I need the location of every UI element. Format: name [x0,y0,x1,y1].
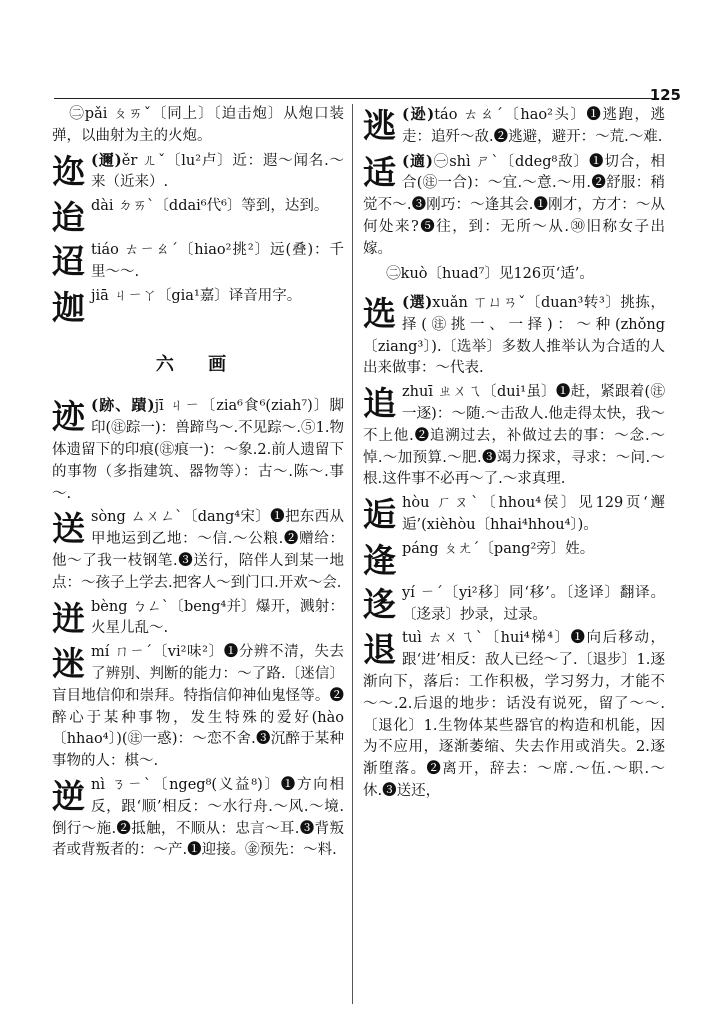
headword: 逆 [52,776,85,816]
dictionary-entry [52,196,344,238]
entry-definition: mí ㄇㄧˊ〔vi²味²〕❶分辨不清，失去了辨别、判断的能力：～了路.〔迷信〕盲目地信仰和崇拜。特指信仰神仙鬼怪等。❷醉心于某种事物，发生特殊的爱好(hào〔hhao⁴〕)(㊟一惑)：～恋不舍.❸沉醉于某种事物的人：棋～. [52,644,344,770]
dictionary-entry [52,395,344,505]
entry-definition: jiā ㄐㄧㄚ〔gia¹嘉〕译音用字。 [91,287,302,304]
entry-definition: nì ㄋㄧˋ〔ngeg⁸(义益⁸)〕❶方向相反，跟‘顺’相反：～水行舟.～风.～境.倒行～施.❷抵触，不顺从：忠言～耳.❸背叛者或背叛者的：～产.❶迎接。㊎预先：～料. [52,776,344,859]
headword: 迦 [52,287,85,327]
dictionary-entry [52,597,344,641]
entry-definition: tuì ㄊㄨㄟˋ〔hui⁴梯⁴〕❶向后移动，跟‘进’相反：敌人已经～了.〔退步〕1.逐渐向下，落后：工作积极，学习努力，才能不～～.2.后退的地步：话没有说死，留了～～.〔退化〕1.生物体某些器官的构造和机能，因为不应用，逐渐萎缩、失去作用或消失。2.逐渐堕落。❷离开，辞去：～席.～伍.～职.～休.❸送还， [363,630,665,800]
headword: 迷 [52,644,85,684]
variant-form: (選) [402,293,433,312]
entry-definition: tiáo ㄊㄧㄠˊ〔hiao²挑²〕远(叠)：千里～～. [91,242,344,280]
entry-definition: táo ㄊㄠˊ〔hao²头〕❶逃跑，逃走：追歼～敌.❷逃避，避开：～荒.～难. [402,106,665,145]
dictionary-entry [52,286,344,328]
entry-definition: zhuī ㄓㄨㄟ〔dui¹虽〕❶赶，紧跟着(㊟一逐)：～随.～击敌人.他走得太快，我～不上他.❷追溯过去，补做过去的事：～念.～悼.～加预算.～肥.❸竭力探求，寻求：～问.～根.这件事不必再～了.～求真理. [363,384,665,488]
dictionary-entry [363,382,665,491]
headword: 迩 [52,151,85,191]
headword: 逄 [363,540,396,580]
dictionary-entry [363,151,665,261]
headword: 追 [363,384,396,424]
variant-form: (跡、蹟) [91,396,155,415]
headword: 迨 [52,198,85,238]
headword: 迻 [363,584,396,624]
dictionary-entry [363,493,665,537]
dictionary-entry [363,539,665,581]
sub-entry: ㊁kuò〔huad⁷〕见126页‘适’。 [386,266,594,283]
dictionary-entry [52,642,344,773]
dictionary-entry [52,775,344,862]
section-title: 六 画 [155,353,241,375]
entry-definition: dài ㄉㄞˋ〔ddai⁶代⁶〕等到，达到。 [91,198,329,215]
headword: 逅 [363,495,396,535]
dictionary-entry [52,507,344,594]
dictionary-entry [363,292,665,380]
dictionary-entry [363,104,665,149]
dictionary-entry [52,240,344,284]
headword: 迸 [52,598,85,638]
headword: 逃 [363,106,396,145]
variant-form: (適) [402,151,433,170]
entry-definition: sòng ㄙㄨㄥˋ〔dang⁴宋〕❶把东西从甲地运到乙地：～信.～公粮.❷赠给：他～了我一枝钢笔.❸送行，陪伴人到某一地点：～孩子上学去.把客人～到门口.开欢～会. [52,509,344,591]
entry-definition: páng ㄆㄤˊ〔pang²旁〕姓。 [402,540,595,557]
headword: 送 [52,509,85,549]
headword: 选 [363,294,396,334]
column-divider [352,104,353,1004]
entry-definition: yí ㄧˊ〔yi²移〕同‘移’。〔迻译〕翻译。〔迻录〕抄录，过录。 [402,584,665,623]
dictionary-entry [52,150,344,195]
header-rule [54,98,654,99]
entry-definition: jī ㄐㄧ〔zia⁶食⁶(ziah⁷)〕脚印(㊟踪一)：兽蹄鸟～.不见踪～.⑤1.物体遗留下的印痕(㊟痕一)：～象.2.前人遗留下的事物（多指建筑、器物等）：古～.陈～.事～. [52,398,344,502]
entry-definition: hòu ㄏㄡˋ〔hhou⁴侯〕见129页‘邂逅’(xièhòu〔hhai⁴hhou⁴〕)。 [402,495,665,534]
left-column [52,104,344,1004]
headword: 适 [363,152,396,192]
right-column [363,104,665,1004]
headword: 退 [363,630,396,670]
entry-definition: xuǎn ㄒㄩㄢˇ〔duan³转³〕挑拣，择(㊟挑一、一择)：～种(zhǒng〔ziang³〕).〔选举〕多数人推举认为合适的人出来做事：～代表. [363,295,665,377]
headword: 迹 [52,397,85,437]
dictionary-entry [363,628,665,802]
entry-definition: bèng ㄅㄥˋ〔beng⁴并〕爆开，溅射：火星儿乱～. [91,598,344,637]
continued-entry: ㊁pǎi ㄆㄞˇ〔同上〕〔迫击炮〕从炮口装弹，以曲射为主的火炮。 [52,106,344,144]
variant-form: (邇) [91,150,122,169]
page-number: 125 [649,86,681,104]
headword: 迢 [52,242,85,282]
entry-definition: ěr ㄦˇ〔lu²卢〕近：遐～闻名.～来（近来）. [91,152,344,191]
dictionary-entry [363,583,665,627]
entry-definition: ㊀shì ㄕˋ〔ddeg⁸敌〕❶切合，相合(㊟一合)：～宜.～意.～用.❷舒服：稍觉不～.❸刚巧：～逢其会.❶刚才，方才：～从何处来?❺往，到：无所～从.㉚旧称女子出嫁。 [363,153,665,257]
variant-form: (逊) [402,105,435,123]
